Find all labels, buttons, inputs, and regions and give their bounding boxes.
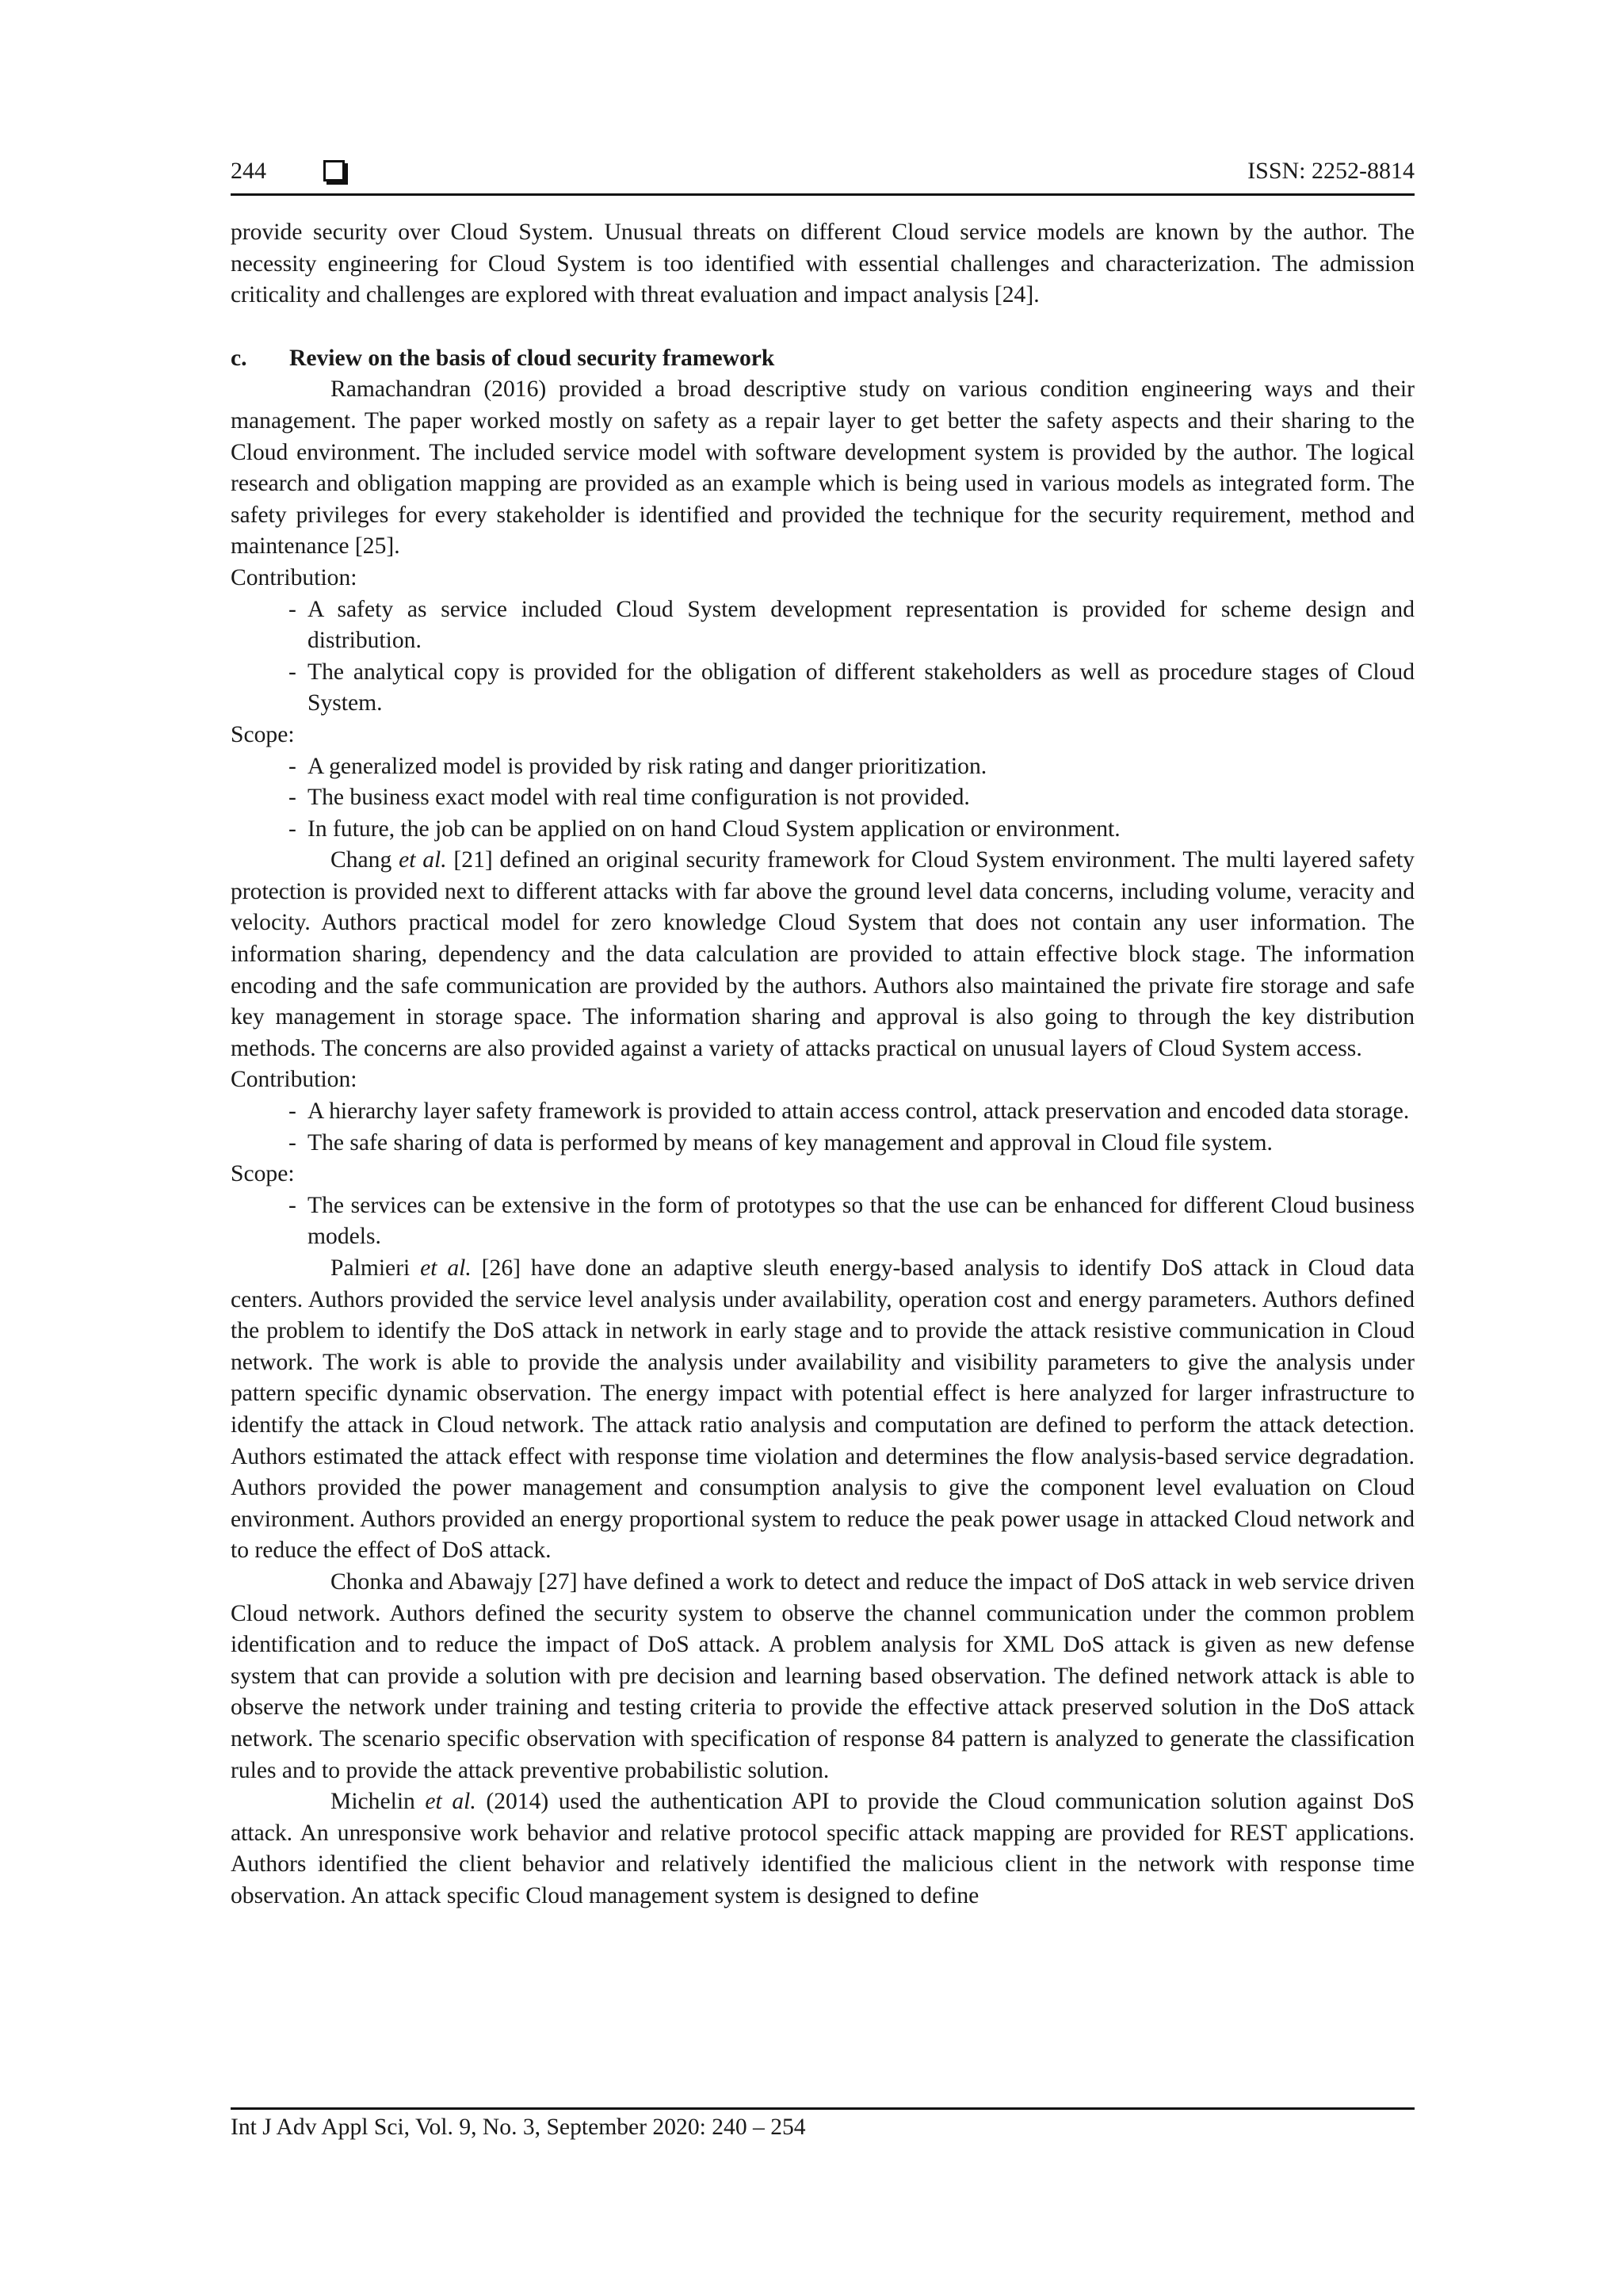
journal-issn: ISSN: 2252-8814 (1247, 158, 1415, 184)
paragraph-michelin (231, 1786, 1415, 1912)
paragraph-chonka: Chonka and Abawajy [27] have defined a work to detect and reduce the impact of DoS attack in web service driven Cloud network. Authors defined the security system to observe the channel communication under the common problem identification and to reduce the impact of DoS attack. A problem analysis for XML DoS attack is given as new defense system that can provide a solution with pre decision and learning based observation. The defined network attack is able to observe the network under training and testing criteria to provide the effective attack preserved solution in the DoS attack network. The scenario specific observation with specification of response 84 pattern is analyzed to generate the classification rules and to provide the attack preventive probabilistic solution. (231, 1568, 1415, 1783)
list-item: - A hierarchy layer safety framework is provided to attain access control, attack preservation and encoded data storage. (288, 1096, 1415, 1128)
paragraph-text: [21] defined an original security framework for Cloud System environment. The multi layered safety protection is provided next to different attacks with far above the ground level data concerns, including volume, veracity and velocity. Authors practical model for zero knowledge Cloud System that does not contain any user information. The information sharing, dependency and the data calculation are provided to attain effective block stage. The information encoding and the safe communication are provided by the authors. Authors also maintained the private fire storage and safe key management in storage space. The information sharing and approval is also going to through the key distribution methods. The concerns are also provided against a variety of attacks practical on unusual layers of Cloud System access. (231, 847, 1415, 1061)
section-letter: c. (231, 345, 247, 371)
paragraph-ramachandran: Ramachandran (2016) provided a broad descriptive study on various condition engineering ways and their management. The paper worked mostly on safety as a repair layer to get better the safety aspects and their sharing to the Cloud environment. The included service model with software development system is provided by the author. The logical research and obligation mapping are provided as an example which is being used in various models as integrated form. The safety privileges for every stakeholder is identified and provided the technique for the security requirement, method and maintenance [25]. (231, 376, 1415, 560)
page-number: 244 (231, 158, 266, 184)
header-divider (231, 193, 1415, 196)
list-item: - A generalized model is provided by risk rating and danger prioritization. (288, 751, 1415, 783)
list-item: - The safe sharing of data is performed by means of key management and approval in Cloud file system. (288, 1128, 1415, 1159)
list-item: - In future, the job can be applied on on hand Cloud System application or environment. (288, 814, 1415, 846)
list-item: - The analytical copy is provided for the obligation of different stakeholders as well as procedure stages of Cloud System. (288, 657, 1415, 720)
paragraph-palmieri (231, 1253, 1415, 1567)
scope-label: Scope: (231, 721, 295, 747)
section-heading (231, 343, 1415, 375)
author-name: Palmieri (330, 1255, 421, 1281)
paragraph-text: (2014) used the authentication API to provide the Cloud communication solution against DoS attack. An unresponsive work behavior and relative protocol specific attack mapping are provided for REST applications. Authors identified the client behavior and relatively identified the malicious client in the network with response time observation. An attack specific Cloud management system is designed to define (231, 1789, 1415, 1908)
ramachandran-scope-list (231, 751, 1415, 846)
section-title: Review on the basis of cloud security framework (289, 345, 775, 371)
et-al: et al. (399, 847, 447, 873)
checkbox-square-icon (323, 160, 345, 181)
paragraph-text: [26] have done an adaptive sleuth energy-based analysis to identify DoS attack in Cloud data centers. Authors provided the service level analysis under availability, operation cost and energy parameters. Authors defined the problem to identify the DoS attack in network in early stage and to provide the attack resistive communication in Cloud network. The work is able to provide the analysis under availability and visibility parameters to give the analysis under pattern specific dynamic observation. The energy impact with potential effect is here analyzed for larger infrastructure to identify the attack in Cloud network. The attack ratio analysis and computation are defined to perform the attack detection. Authors estimated the attack effect with response time violation and determines the flow analysis-based service degradation. Authors provided the power management and consumption analysis to give the component level evaluation on Cloud environment. Authors provided an energy proportional system to reduce the peak power usage in attacked Cloud network and to reduce the effect of DoS attack. (231, 1255, 1415, 1564)
paragraph-chang (231, 845, 1415, 1064)
chang-scope-list (231, 1190, 1415, 1253)
list-item: - A safety as service included Cloud System development representation is provided for scheme design and distribution. (288, 594, 1415, 657)
running-header (231, 155, 1415, 193)
et-al: et al. (425, 1789, 476, 1815)
opening-paragraph: provide security over Cloud System. Unusual threats on different Cloud service models are known by the author. The necessity engineering for Cloud System is too identified with essential challenges and characterization. The admission criticality and challenges are explored with threat evaluation and impact analysis [24]. (231, 220, 1415, 308)
contribution-label: Contribution: (231, 1067, 357, 1093)
chang-contribution-list (231, 1096, 1415, 1159)
author-name: Chang (330, 847, 399, 873)
list-item: - The services can be extensive in the form of prototypes so that the use can be enhanced for different Cloud business models. (288, 1190, 1415, 1253)
list-item: - The business exact model with real time configuration is not provided. (288, 782, 1415, 814)
contribution-label: Contribution: (231, 564, 357, 590)
ramachandran-contribution-list (231, 594, 1415, 720)
author-name: Michelin (330, 1789, 426, 1815)
scope-label: Scope: (231, 1161, 295, 1187)
body-text (231, 217, 1415, 1912)
footer-divider (231, 2107, 1415, 2110)
et-al: et al. (420, 1255, 472, 1281)
footer-citation: Int J Adv Appl Sci, Vol. 9, No. 3, September 2020: 240 – 254 (231, 2115, 806, 2140)
